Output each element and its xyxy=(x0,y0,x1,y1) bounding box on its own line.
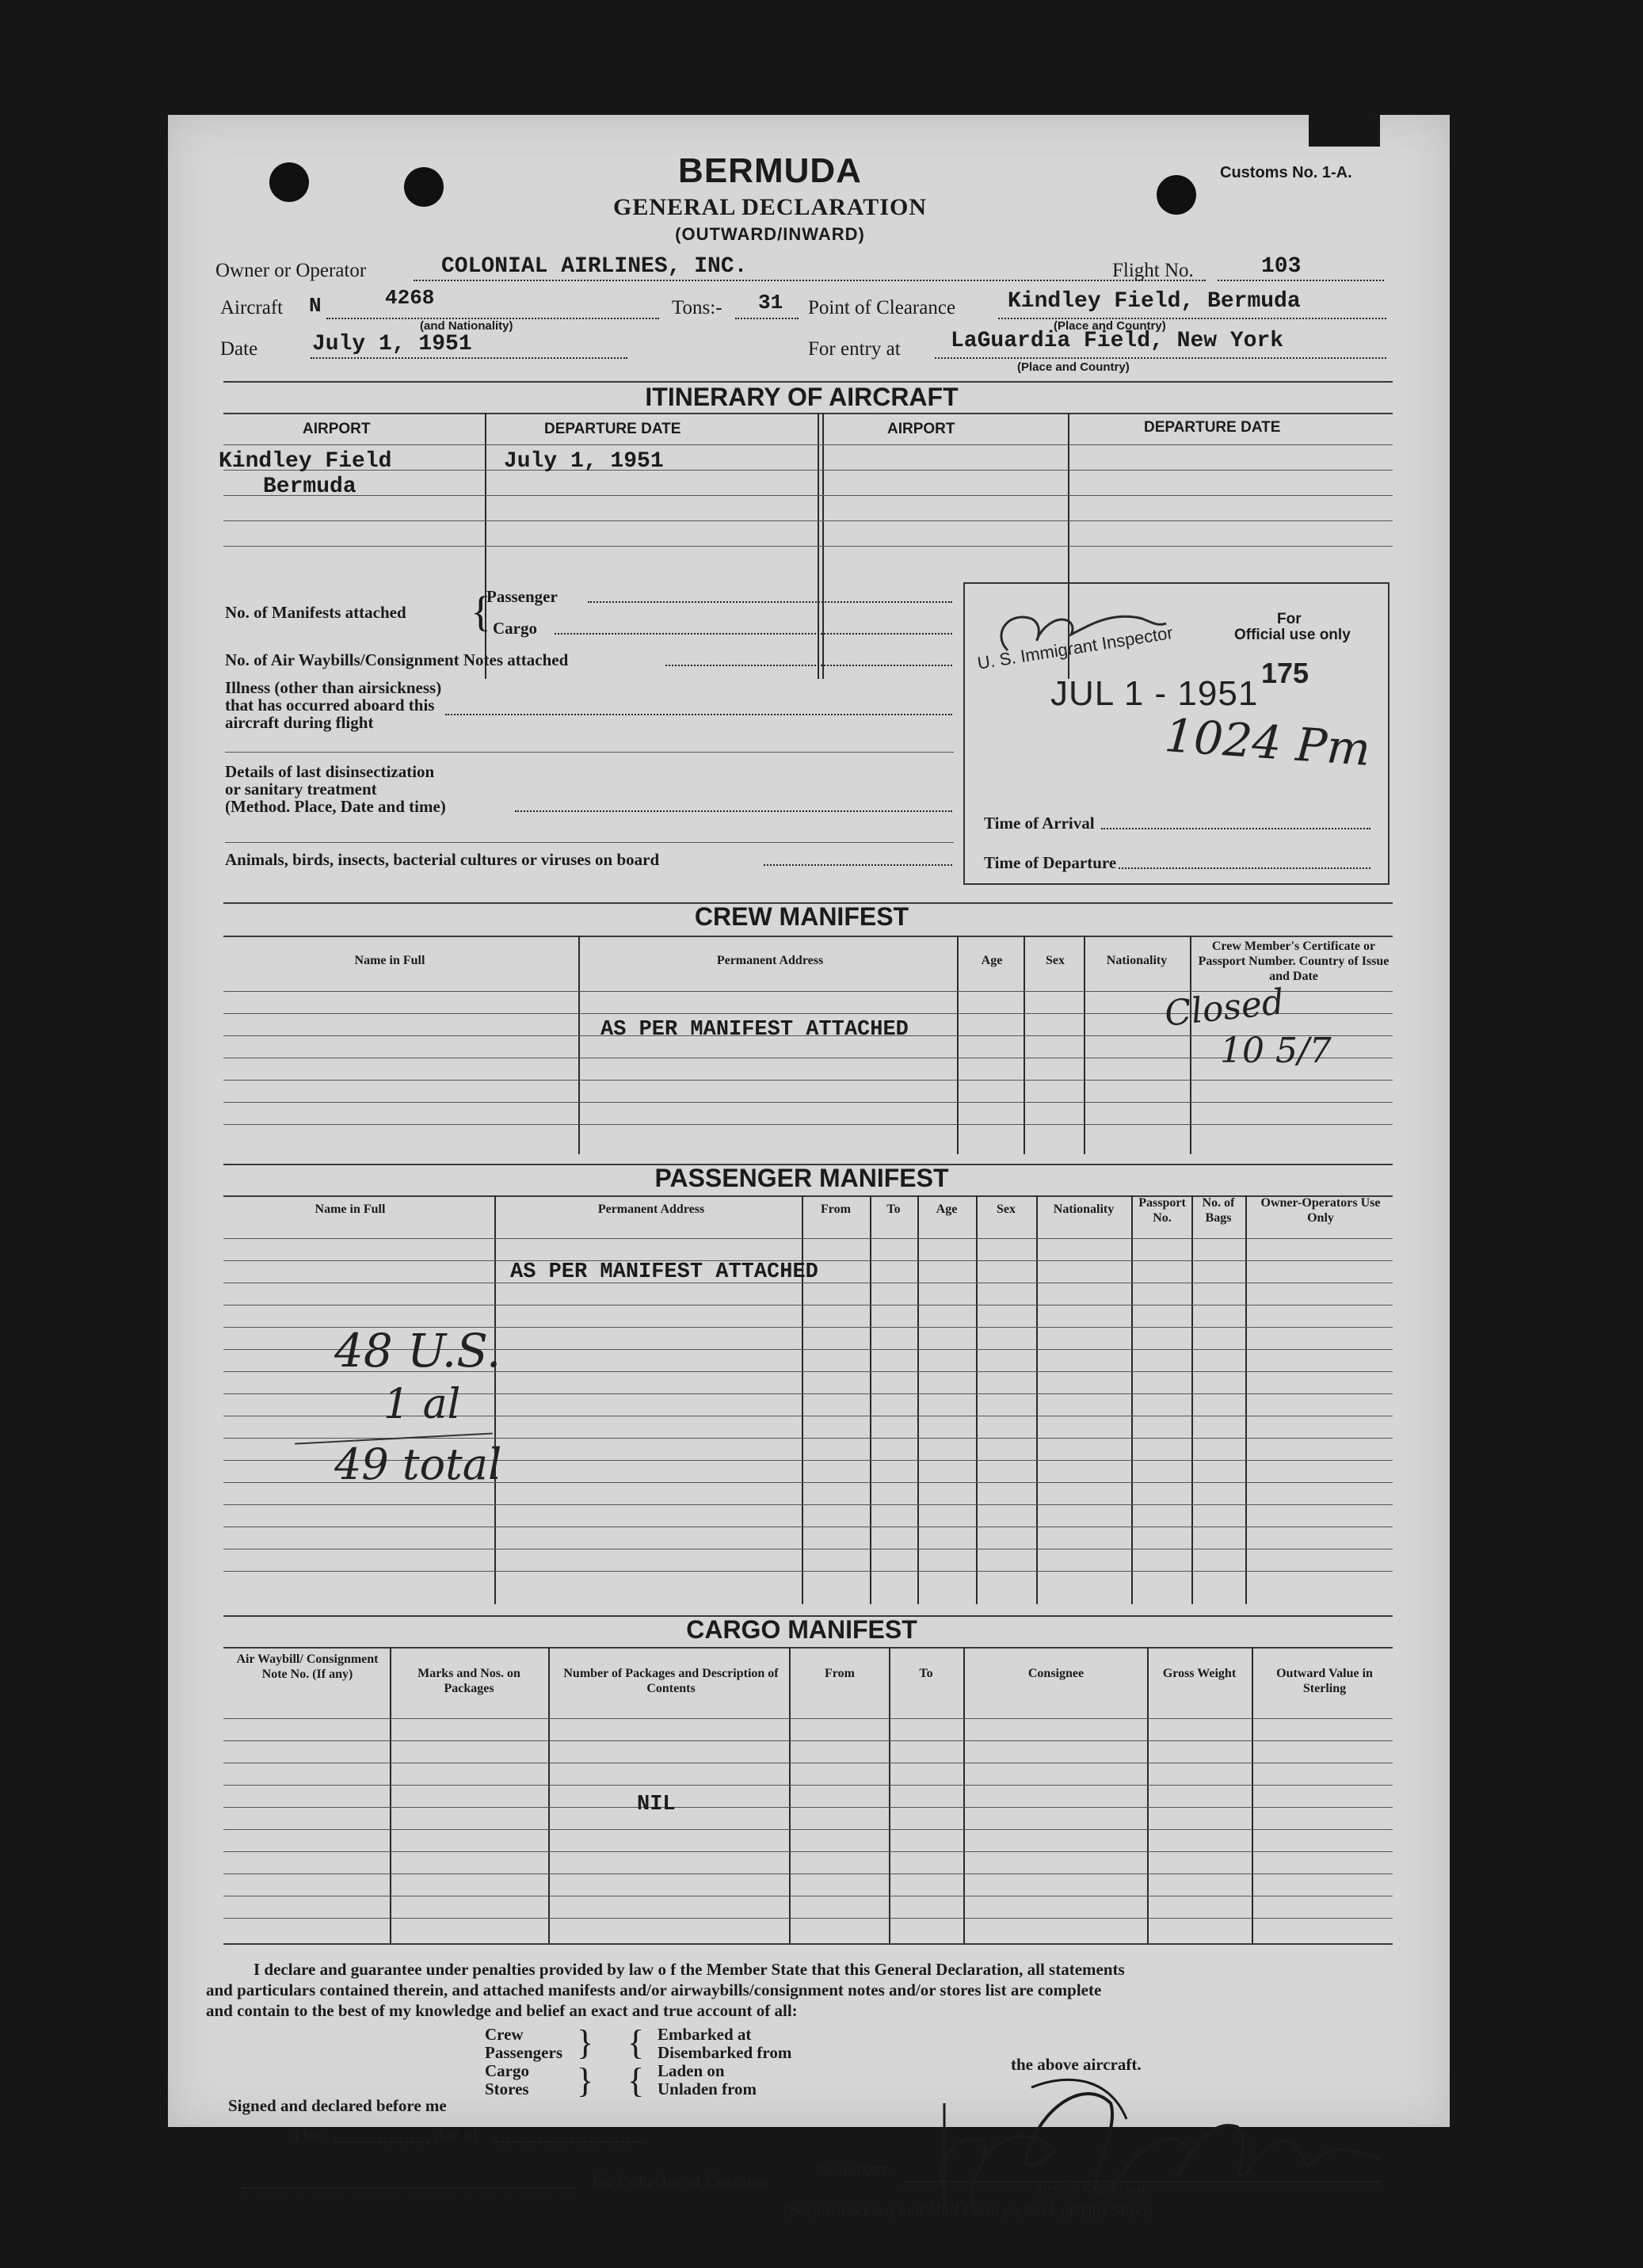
tons-label: Tons:- xyxy=(672,297,722,318)
disinsection-label: Details of last disinsectization or sanitary treatment (Method. Place, Date and time) xyxy=(225,762,446,816)
signed-declared-label: Signed and declared before me xyxy=(228,2096,447,2115)
punch-hole xyxy=(1157,175,1196,215)
commander-signature xyxy=(913,2072,1420,2222)
cargo-header-weight: Gross Weight xyxy=(1162,1667,1237,1680)
cargo-manifest-note: NIL xyxy=(637,1793,676,1816)
place-country-note-2: (Place and Country) xyxy=(1017,360,1130,374)
signature-label: SIGNATURE xyxy=(816,2165,890,2178)
passenger-header-bags: No. of Bags xyxy=(1202,1196,1235,1225)
itinerary-airport-line2: Bermuda xyxy=(263,475,356,499)
aircraft-commander-label: Aircraft Commander xyxy=(1035,2182,1157,2196)
passenger-handwritten-2: 1 al xyxy=(383,1381,461,1428)
itinerary-airport-line1: Kindley Field xyxy=(219,449,392,474)
punch-hole xyxy=(269,162,309,202)
cargo-header-to: To xyxy=(919,1667,933,1680)
date-value: July 1, 1951 xyxy=(312,332,472,356)
owner-label: Owner or Operator xyxy=(215,260,367,281)
flight-label: Flight No. xyxy=(1112,260,1194,281)
torn-corner xyxy=(1309,115,1380,147)
time-of-arrival-label: Time of Arrival xyxy=(984,814,1095,833)
flight-value: 103 xyxy=(1261,254,1302,279)
passenger-header-passport: Passport No. xyxy=(1138,1196,1186,1225)
itinerary-title: ITINERARY OF AIRCRAFT xyxy=(645,383,959,411)
cargo-header-from: From xyxy=(825,1667,855,1680)
crew-handwritten-1: Closed xyxy=(1162,982,1287,1035)
tons-value: 31 xyxy=(758,291,783,314)
declaration-items-left: Crew Passengers Cargo Stores xyxy=(485,2025,562,2098)
official-use-title-2: Official use only xyxy=(1234,627,1351,643)
inspector-signature-mark xyxy=(984,603,1190,666)
cargo-header-consignee: Consignee xyxy=(1027,1667,1085,1680)
date-label: Date xyxy=(220,338,258,360)
document-direction: (OUTWARD/INWARD) xyxy=(675,224,865,244)
collector-label: for Collector of Customs xyxy=(593,2172,768,2191)
itinerary-header-departure-2: DEPARTURE DATE xyxy=(1144,419,1281,436)
entry-label: For entry at xyxy=(808,338,901,360)
declaration-items-right: Embarked at Disembarked from Laden on Unladen from xyxy=(658,2025,792,2098)
owner-value: COLONIAL AIRLINES, INC. xyxy=(441,254,748,279)
crew-header-age: Age xyxy=(981,954,1003,967)
place-country-note: (Place and Country) xyxy=(1054,319,1166,333)
manifests-attached-label: No. of Manifests attached xyxy=(225,603,406,622)
cargo-header-value: Outward Value in Sterling xyxy=(1276,1667,1373,1695)
itinerary-header-departure-1: DEPARTURE DATE xyxy=(544,421,681,437)
animals-label: Animals, birds, insects, bacterial cultures or viruses on board xyxy=(225,850,660,869)
passenger-manifest-note: AS PER MANIFEST ATTACHED xyxy=(510,1260,818,1284)
crew-header-name: Name in Full xyxy=(354,954,425,967)
day-of-label: day of xyxy=(434,2125,478,2144)
passenger-header-age: Age xyxy=(936,1203,958,1216)
itinerary-header-airport-2: AIRPORT xyxy=(887,421,955,437)
cargo-header-waybill: Air Waybill/ Consignment Note No. (If any) xyxy=(236,1652,379,1681)
passenger-header-to: To xyxy=(886,1203,901,1216)
nationality-note: (and Nationality) xyxy=(420,319,513,333)
document-sheet: Customs No. 1-A. BERMUDA GENERAL DECLARATION (OUTWARD/INWARD) Owner or Operator COLONIAL AIRLINES, INC. Flight No. 103 Aircraft N 4268 (and Nationality) Tons:- 31 Point of Clearance Kindley Field, Bermuda (Place and Country) Date July 1, 1951 For entry at LaGuardia Field, New York (Place and Country) ITINERARY OF AIRCRAFT AIRPORT DEPARTURE DATE AIRPORT DEPARTURE DATE Kindley Field Bermuda July 1, 1951 No. of Manifests attached { Passenger Cargo No. of Air Waybills/Consignment Notes attached Illness (other than airsickness) that has occurred aboard this aircraft during flight Details of last disinsectization or sanitary treatment (Method. Place, Date and time) Animals, birds, insects, bacterial cultures or viruses on board For Official use only U. S. Immigrant Inspector JUL 1 - 1951 175 1024 Pm Time of Arrival Time of Departure CREW MANIFEST Name in Full Permanent Address Age Sex Nationality Crew Member's Certificate or Passport Number. Country of Issue and Date AS PER MANIFEST ATTACHED Closed 10 5/7 PASSENGER MANIFEST Name in Full Permanent Address From To Age Sex Nationality Passport No. No. of Bags Owner-Operators Use Only AS PER MANIFEST ATTACHED 48 U.S. 1 al 49 total CARGO MANIFEST Air Waybill/ Consignment Note No. (If any) Marks and Nos. on Packages Number of Packages and Description of Contents From To Consignee Gross Weight Outward Value in Sterling NIL I declare and guarantee under penalties provided by law o f the Member State that this General Declaration, all statements and particulars contained therein, and attached manifests and/or airwaybills/consignment notes and/or stores list are complete and contain to the best of my knowledge and belief an exact and true account of all: Crew Passengers Cargo Stores } } { { Embarked at Disembarked from Laden on Unladen from the above aircraft. Signed and declared before me This day of for Collector of Customs SIGNATURE Aircraft Commander (See Instructions and Mail Form on Back of This Sheet) xyxy=(168,115,1450,2127)
entry-value: LaGuardia Field, New York xyxy=(951,329,1284,353)
declaration-text: I declare and guarantee under penalties provided by law o f the Member State that this General Declaration, all statements and particulars contained therein, and attached manifests and/or airwaybills/consignment notes and/or stores list are complete and contain to the best of my knowledge and belief an exact and true account of all: xyxy=(206,1960,1125,2020)
document-title: BERMUDA xyxy=(678,151,862,190)
passenger-header-nationality: Nationality xyxy=(1053,1203,1115,1216)
itinerary-departure-date: July 1, 1951 xyxy=(504,449,664,474)
passenger-header-name: Name in Full xyxy=(314,1203,386,1216)
crew-header-nationality: Nationality xyxy=(1106,954,1168,967)
illness-label: Illness (other than airsickness) that has occurred aboard this aircraft during flight xyxy=(225,678,442,732)
crew-header-certificate: Crew Member's Certificate or Passport Number. Country of Issue and Date xyxy=(1198,940,1389,983)
punch-hole xyxy=(404,167,444,207)
clearance-label: Point of Clearance xyxy=(808,297,956,318)
cargo-header-packages: Number of Packages and Description of Contents xyxy=(563,1667,779,1695)
crew-manifest-note: AS PER MANIFEST ATTACHED xyxy=(600,1018,909,1042)
passenger-header-address: Permanent Address xyxy=(597,1203,705,1216)
crew-header-sex: Sex xyxy=(1046,954,1065,967)
crew-manifest-title: CREW MANIFEST xyxy=(694,902,909,931)
this-label: This xyxy=(292,2125,323,2144)
passenger-header-from: From xyxy=(821,1203,851,1216)
passenger-manifest-title: PASSENGER MANIFEST xyxy=(654,1164,949,1192)
stamp-number: 175 xyxy=(1261,657,1309,689)
waybills-label: No. of Air Waybills/Consignment Notes attached xyxy=(225,650,569,669)
immigration-stamp: U. S. Immigrant Inspector xyxy=(976,622,1175,673)
stamp-date: JUL 1 - 1951 xyxy=(1050,674,1259,713)
manifests-passenger-label: Passenger xyxy=(486,587,558,606)
itinerary-header-airport-1: AIRPORT xyxy=(303,421,371,437)
manifests-cargo-label: Cargo xyxy=(493,619,537,638)
cargo-header-marks: Marks and Nos. on Packages xyxy=(417,1667,520,1695)
clearance-value: Kindley Field, Bermuda xyxy=(1008,289,1301,314)
crew-handwritten-2: 10 5/7 xyxy=(1220,1031,1332,1071)
official-use-title-1: For xyxy=(1277,611,1302,627)
passenger-header-sex: Sex xyxy=(997,1203,1016,1216)
time-of-departure-label: Time of Departure xyxy=(984,853,1117,872)
aircraft-value: 4268 xyxy=(385,286,435,310)
document-subtitle: GENERAL DECLARATION xyxy=(612,194,927,220)
above-aircraft-text: the above aircraft. xyxy=(1011,2055,1142,2074)
passenger-handwritten-1: 48 U.S. xyxy=(334,1324,501,1378)
handwritten-time: 1024 Pm xyxy=(1162,708,1373,776)
aircraft-prefix: N xyxy=(309,294,322,318)
footer-instructions: (See Instructions and Mail Form on Back of This Sheet) xyxy=(783,2201,1153,2219)
passenger-header-owner-use: Owner-Operators Use Only xyxy=(1260,1196,1381,1225)
passenger-handwritten-3: 49 total xyxy=(334,1439,502,1489)
crew-header-address: Permanent Address xyxy=(716,954,824,967)
aircraft-label: Aircraft xyxy=(220,297,284,318)
cargo-manifest-title: CARGO MANIFEST xyxy=(686,1615,917,1644)
customs-number: Customs No. 1-A. xyxy=(1220,164,1352,181)
